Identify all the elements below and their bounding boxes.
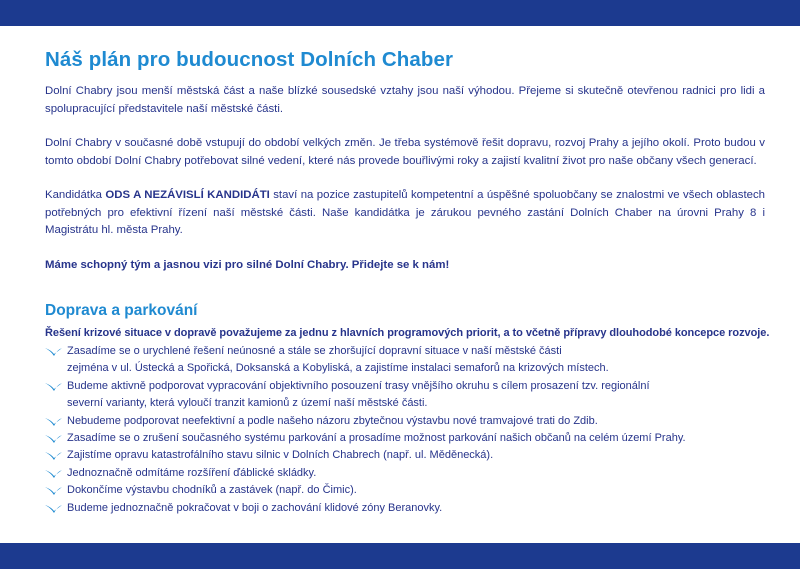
wing-bullet-icon xyxy=(45,417,62,427)
list-item-line: Zajistíme opravu katastrofálního stavu silnic v Dolních Chabrech (např. ul. Měděnecká). xyxy=(67,449,494,462)
list-item-line: Zasadíme se o urychlené řešení neúnosné a stále se zhoršující dopravní situace v naší městské části xyxy=(67,345,562,357)
list-item-line: Zasadíme se o zrušení současného systému parkování a prosadíme možnost parkování našich občanů na celém území Prahy. xyxy=(67,432,686,445)
list-item-line: Budeme jednoznačně pokračovat v boji o zachování klidové zóny Beranovky. xyxy=(67,501,443,514)
call-to-action: Máme schopný tým a jasnou vizi pro silné Dolní Chabry. Přidejte se k nám! xyxy=(45,258,450,271)
candidates-paragraph xyxy=(45,187,765,240)
top-banner xyxy=(0,0,800,26)
list-item xyxy=(45,378,765,413)
transport-list xyxy=(45,343,765,517)
intro-paragraph: Dolní Chabry jsou menší městská část a naše blízké sousedské vztahy jsou naší výhodou. Přejeme si skutečně otevřenou radnici pro lidi a spolupracující představitele naší městské části. xyxy=(45,85,765,115)
wing-bullet-icon xyxy=(45,451,62,461)
list-item-line: Nebudeme podporovat neefektivní a podle našeho názoru zbytečnou výstavbu nové tramvajové trati do Zdib. xyxy=(67,414,598,427)
wing-bullet-icon xyxy=(45,382,62,392)
wing-bullet-icon xyxy=(45,504,62,514)
list-item xyxy=(45,430,765,447)
wing-bullet-icon xyxy=(45,486,62,496)
list-item xyxy=(45,465,765,482)
wing-bullet-icon xyxy=(45,347,62,357)
wing-bullet-icon xyxy=(45,469,62,479)
section-lead: Řešení krizové situace v dopravě považujeme za jednu z hlavních programových priorit, a to včetně přípravy dlouhodobé koncepce rozvoje. xyxy=(45,327,770,339)
list-item xyxy=(45,343,765,378)
list-item xyxy=(45,500,765,517)
list-item-line: zejména v ul. Ústecká a Spořická, Doksanská a Kobyliská, a zajistíme instalaci semaforů na krizových místech. xyxy=(67,362,609,375)
list-item-line: Dokončíme výstavbu chodníků a zastávek (např. do Čimic). xyxy=(67,484,357,497)
document-body xyxy=(45,48,770,517)
page-title: Náš plán pro budoucnost Dolních Chaber xyxy=(45,48,454,71)
wing-bullet-icon xyxy=(45,434,62,444)
changes-paragraph: Dolní Chabry v současné době vstupují do období velkých změn. Je třeba systémově řešit dopravu, rozvoj Prahy a jejího okolí. Proto budou v tomto období Dolní Chabry potřebovat silné vedení, které nás provede bouřlivými roky a zajistí kvalitní život pro naše občany všech generací. xyxy=(45,137,765,167)
section-heading-transport: Doprava a parkování xyxy=(45,302,198,319)
candidates-prefix: Kandidátka xyxy=(45,189,106,201)
list-item xyxy=(45,482,765,499)
bottom-banner xyxy=(0,543,800,569)
list-item-line: Budeme aktivně podporovat vypracování objektivního posouzení trasy vnějšího okruhu s cílem prosazení tzv. regionální xyxy=(67,379,650,392)
party-name: ODS A NEZÁVISLÍ KANDIDÁTI xyxy=(105,189,270,201)
list-item xyxy=(45,447,765,464)
candidates-suffix: staví na pozice zastupitelů kompetentní a úspěšné spoluobčany se znalostmi ve všech oblastech potřebných pro efektivní řízení naší městské části. Naše kandidátka je zárukou pevného zastání Dolních Chaber na úrovni Prahy 8 i Magistrátu hl. města Prahy. xyxy=(45,189,765,236)
list-item xyxy=(45,413,765,430)
list-item-line: Jednoznačně odmítáme rozšíření ďáblické skládky. xyxy=(67,466,317,479)
list-item-line: severní varianty, která vyloučí tranzit kamionů z území naší městské části. xyxy=(67,397,428,410)
